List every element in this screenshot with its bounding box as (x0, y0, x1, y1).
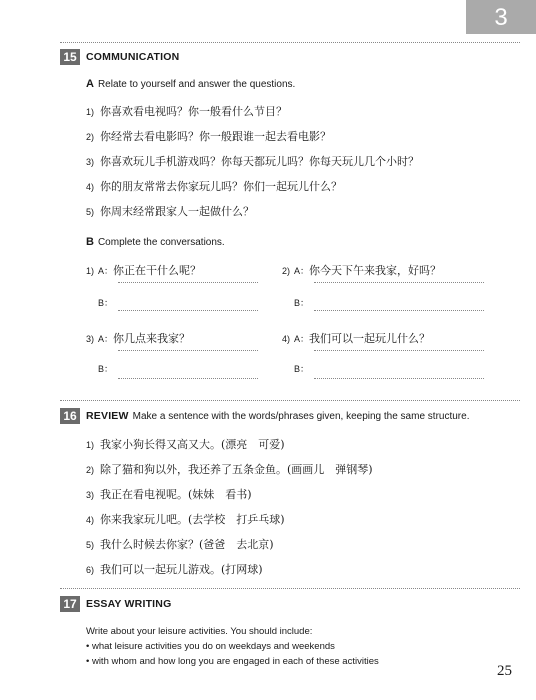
section-title: COMMUNICATION (86, 51, 180, 63)
part-b-header (86, 236, 225, 248)
part-instruction: Complete the conversations. (97, 237, 225, 248)
answer-line[interactable] (118, 310, 258, 311)
question-text: 你喜欢玩儿手机游戏吗？你每天都玩儿吗？你每天玩儿几个小时？ (100, 155, 420, 168)
answer-line[interactable] (118, 282, 258, 283)
item-number: 2) (282, 266, 291, 276)
item-number: 4) (282, 334, 291, 344)
essay-bullet: • what leisure activities you do on weekdays and weekends (86, 641, 335, 652)
section-number-badge: 16 (60, 408, 80, 424)
answer-line[interactable] (118, 378, 258, 379)
item-number: 5) (86, 540, 95, 550)
item-number: 3) (86, 157, 95, 167)
review-text: 我们可以一起玩儿游戏。(打网球) (100, 563, 263, 576)
answer-line[interactable] (314, 282, 484, 283)
conversation-prompt (86, 330, 190, 346)
question-item (86, 103, 287, 119)
part-letter: A (86, 78, 94, 90)
prompt-text: 你几点来我家？ (113, 332, 191, 345)
speaker-label: A： (98, 266, 114, 276)
review-text: 我什么时候去你家？(爸爸 去北京) (100, 538, 274, 551)
item-number: 4) (86, 515, 95, 525)
section-title: ESSAY WRITING (86, 598, 172, 610)
speaker-label: B： (294, 364, 310, 374)
section-16-header (60, 408, 469, 424)
review-text: 我家小狗长得又高又大。(漂亮 可爱) (100, 438, 285, 451)
review-item (86, 461, 373, 477)
speaker-label: B： (98, 298, 114, 308)
speaker-label: B： (98, 364, 114, 374)
item-number: 2) (86, 465, 95, 475)
section-15-header (60, 49, 179, 65)
essay-bullet: • with whom and how long you are engaged in each of these activities (86, 656, 379, 667)
prompt-text: 你今天下午来我家，好吗？ (309, 264, 442, 277)
item-number: 3) (86, 334, 95, 344)
question-item (86, 153, 419, 169)
speaker-label: B： (294, 298, 310, 308)
section-title: REVIEW (86, 410, 129, 422)
review-item (86, 561, 263, 577)
part-letter: B (86, 236, 94, 248)
question-text: 你经常去看电影吗？你一般跟谁一起去看电影？ (100, 130, 332, 143)
review-text: 我正在看电视呢。(妹妹 看书) (100, 488, 252, 501)
conversation-prompt (282, 262, 441, 278)
section-divider (60, 400, 520, 401)
item-number: 3) (86, 490, 95, 500)
answer-line[interactable] (314, 350, 484, 351)
item-number: 1) (86, 440, 95, 450)
section-17-header (60, 596, 171, 612)
review-text: 除了猫和狗以外，我还养了五条金鱼。(画画儿 弹钢琴) (100, 463, 373, 476)
section-number-badge: 17 (60, 596, 80, 612)
part-a-header (86, 78, 295, 90)
review-item (86, 436, 285, 452)
speaker-label: A： (294, 266, 310, 276)
item-number: 1) (86, 266, 95, 276)
essay-intro: Write about your leisure activities. You should include: (86, 626, 313, 637)
question-item (86, 178, 342, 194)
answer-line[interactable] (314, 378, 484, 379)
item-number: 1) (86, 107, 95, 117)
speaker-label: A： (294, 334, 310, 344)
item-number: 2) (86, 132, 95, 142)
answer-line[interactable] (118, 350, 258, 351)
conversation-prompt (86, 262, 201, 278)
page-number: 25 (497, 663, 512, 679)
review-item (86, 486, 252, 502)
item-number: 4) (86, 182, 95, 192)
chapter-tab: 3 (466, 0, 536, 34)
review-item (86, 511, 285, 527)
part-instruction: Relate to yourself and answer the questions. (97, 79, 296, 90)
speaker-label: A： (98, 334, 114, 344)
question-text: 你喜欢看电视吗？你一般看什么节目？ (100, 105, 288, 118)
question-item (86, 128, 331, 144)
item-number: 6) (86, 565, 95, 575)
question-item (86, 203, 254, 219)
answer-line[interactable] (314, 310, 484, 311)
prompt-text: 你正在干什么呢？ (113, 264, 202, 277)
section-divider (60, 42, 520, 43)
review-text: 你来我家玩儿吧。(去学校 打乒乓球) (100, 513, 285, 526)
question-text: 你的朋友常常去你家玩儿吗？你们一起玩儿什么？ (100, 180, 343, 193)
question-text: 你周末经常跟家人一起做什么？ (100, 205, 255, 218)
review-item (86, 536, 274, 552)
conversation-prompt (282, 330, 430, 346)
prompt-text: 我们可以一起玩儿什么？ (309, 332, 431, 345)
section-divider (60, 588, 520, 589)
item-number: 5) (86, 207, 95, 217)
section-instruction: Make a sentence with the words/phrases given, keeping the same structure. (132, 410, 470, 422)
section-number-badge: 15 (60, 49, 80, 65)
